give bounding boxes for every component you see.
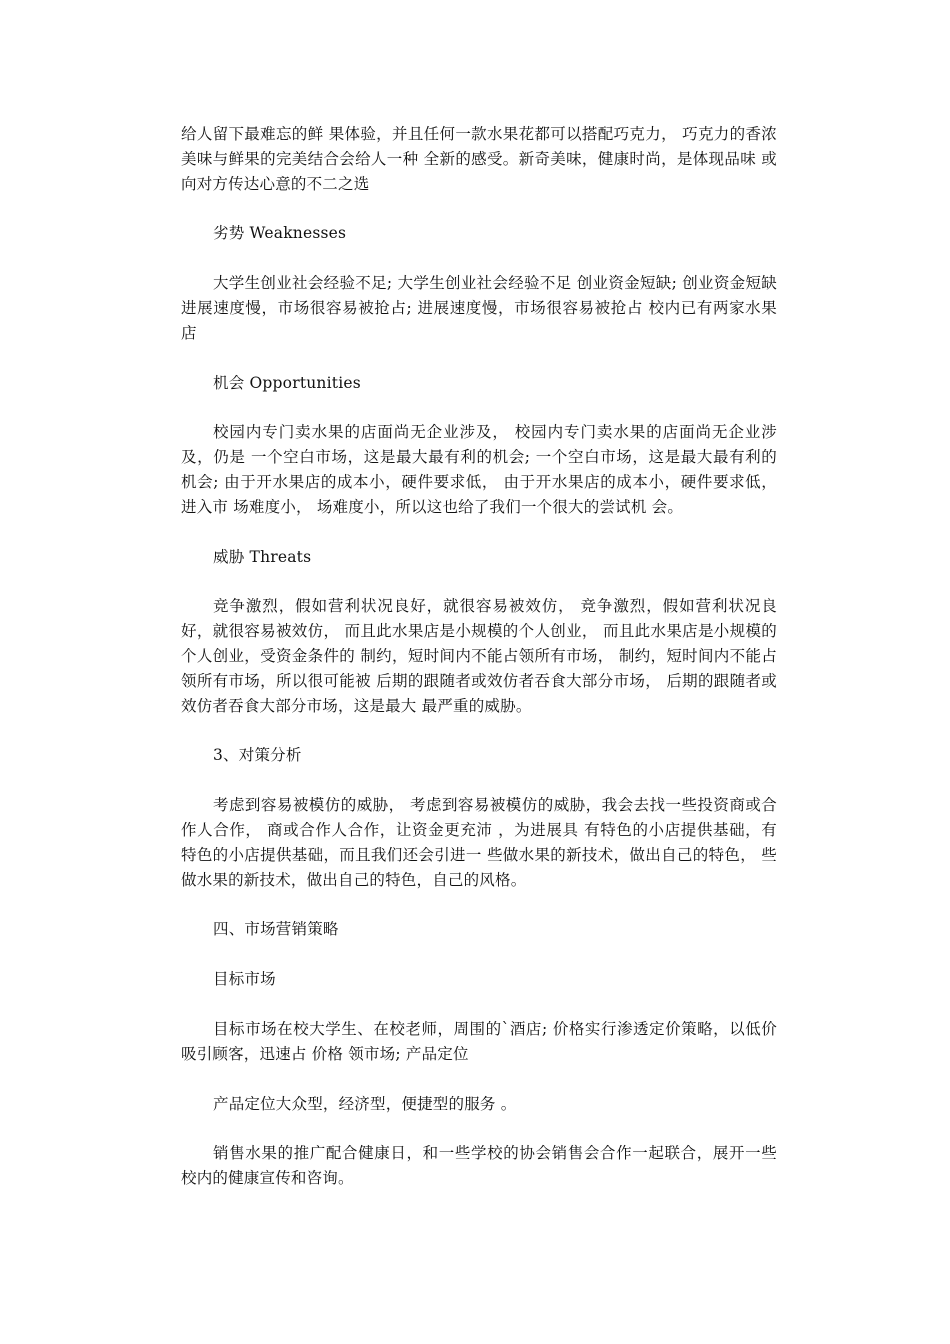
target-market-paragraph: 目标市场在校大学生、在校老师，周围的`酒店; 价格实行渗透定价策略，以低价吸引顾客，迅速占 价格 领市场; 产品定位 (181, 1019, 777, 1063)
weaknesses-paragraph: 大学生创业社会经验不足; 大学生创业社会经验不足 创业资金短缺; 创业资金短缺 进展速度慢，市场很容易被抢占; 进展速度慢，市场很容易被抢占 校内已有两家水果店 (181, 274, 777, 342)
threats-heading: 威胁 Threats (213, 547, 312, 566)
countermeasure-heading: 3、对策分析 (213, 746, 302, 765)
marketing-strategy-heading: 四、市场营销策略 (213, 920, 339, 939)
target-market-heading: 目标市场 (213, 970, 276, 989)
threats-paragraph: 竞争激烈，假如营利状况良好，就很容易被效仿， 竞争激烈，假如营利状况良好，就很容易被效仿， 而且此水果店是小规模的个人创业， 而且此水果店是小规模的个人创业，受资金条件的 制约，短时间内不能占领所有市场， 制约，短时间内不能占领所有市场，所以很可能被 后期的跟随者或效仿者吞食大部分市场， 后期的跟随者或效仿者吞食大部分市场，这是最大 最严重的威胁。 (181, 597, 777, 715)
promotion-paragraph: 销售水果的推广配合健康日，和一些学校的协会销售会合作一起联合，展开一些校内的健康宣传和咨询。 (181, 1144, 777, 1188)
product-positioning-paragraph: 产品定位大众型，经济型，便捷型的服务 。 (213, 1094, 517, 1113)
countermeasure-paragraph: 考虑到容易被模仿的威胁， 考虑到容易被模仿的威胁，我会去找一些投资商或合作人合作， 商或合作人合作，让资金更充沛 ，为进展具 有特色的小店提供基础，有特色的小店提供基础，而且我们还会引进一 些做水果的新技术，做出自己的特色， 些做水果的新技术，做出自己的特色，自己的风格。 (181, 796, 777, 889)
intro-paragraph: 给人留下最难忘的鲜 果体验，并且任何一款水果花都可以搭配巧克力， 巧克力的香浓美味与鲜果的完美结合会给人一种 全新的感受。新奇美味，健康时尚，是体现品味 或向对方传达心意的不二之选 (181, 125, 777, 193)
weaknesses-heading: 劣势 Weaknesses (213, 224, 347, 243)
document-body (181, 122, 777, 1216)
opportunities-paragraph: 校园内专门卖水果的店面尚无企业涉及， 校园内专门卖水果的店面尚无企业涉及，仍是 一个空白市场，这是最大最有利的机会; 一个空白市场，这是最大最有利的机会; 由于开水果店的成本小，硬件要求低， 由于开水果店的成本小，硬件要求低，进入市 场难度小， 场难度小，所以这也给了我们一个很大的尝试机 会。 (181, 423, 777, 516)
opportunities-heading: 机会 Opportunities (213, 373, 361, 392)
